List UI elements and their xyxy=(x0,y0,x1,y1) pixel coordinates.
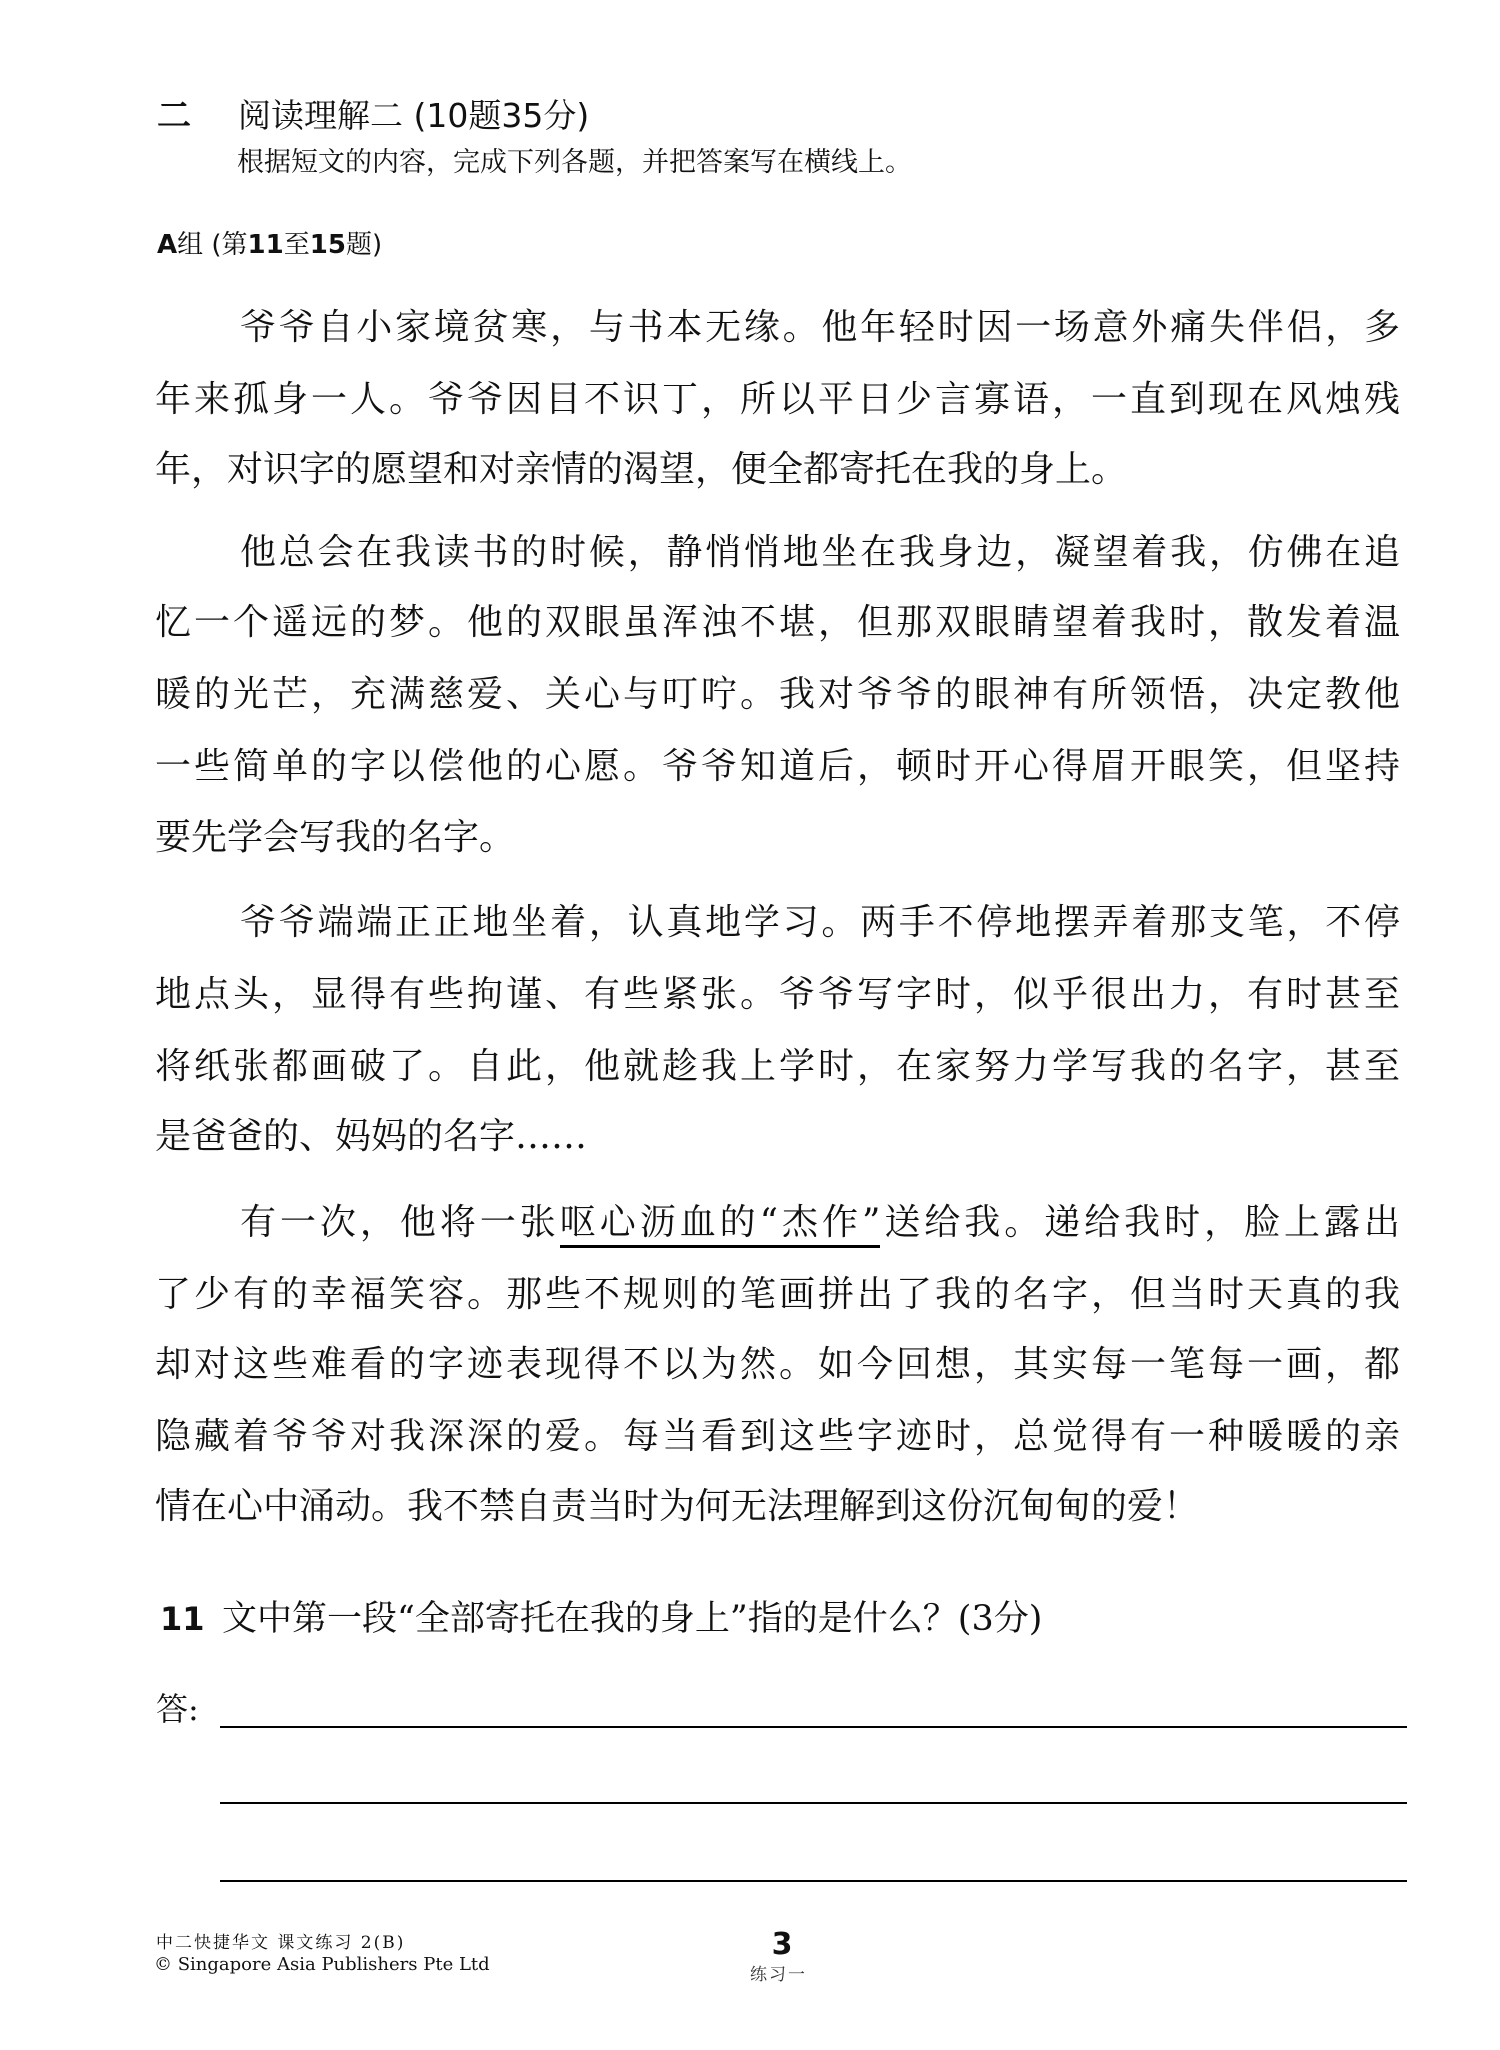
passage-line: 爷爷自小家境贫寒，与书本无缘。他年轻时因一场意外痛失伴侣，多 xyxy=(240,307,1400,348)
group-suffix: 题) xyxy=(345,230,383,260)
underlined-phrase: 呕心沥血的“杰作” xyxy=(560,1202,881,1248)
text-after: 送给我。递给我时，脸上露出 xyxy=(880,1202,1400,1243)
group-to: 15 xyxy=(309,230,346,260)
passage-line: 将纸张都画破了。自此，他就趁我上学时，在家努力学写我的名字，甚至 xyxy=(155,1046,1400,1087)
passage-line: 情在心中涌动。我不禁自责当时为何无法理解到这份沉甸甸的爱！ xyxy=(155,1486,1200,1527)
passage-line: 他总会在我读书的时候，静悄悄地坐在我身边，凝望着我，仿佛在追 xyxy=(240,532,1400,573)
passage-line: 要先学会写我的名字。 xyxy=(155,817,516,858)
passage-line: 忆一个遥远的梦。他的双眼虽浑浊不堪，但那双眼睛望着我时，散发着温 xyxy=(155,602,1400,643)
footer-copyright: © Singapore Asia Publishers Pte Ltd xyxy=(154,1954,490,1975)
answer-label: 答: xyxy=(156,1690,199,1728)
answer-line-1[interactable] xyxy=(220,1726,1407,1728)
group-from: 11 xyxy=(247,230,284,260)
passage-line-with-underline xyxy=(240,1198,1400,1248)
passage-line: 了少有的幸福笑容。那些不规则的笔画拼出了我的名字，但当时天真的我 xyxy=(155,1274,1400,1315)
text-before: 有一次，他将一张 xyxy=(240,1202,560,1243)
section-number: 二 xyxy=(157,96,191,136)
section-title: 阅读理解二 (10题35分) xyxy=(238,96,590,135)
passage-line: 暖的光芒，充满慈爱、关心与叮咛。我对爷爷的眼神有所领悟，决定教他 xyxy=(155,674,1400,715)
passage-line: 隐藏着爷爷对我深深的爱。每当看到这些字迹时，总觉得有一种暖暖的亲 xyxy=(155,1416,1400,1457)
passage-line: 是爸爸的、妈妈的名字…… xyxy=(155,1116,588,1157)
passage-line: 却对这些难看的字迹表现得不以为然。如今回想，其实每一笔每一画，都 xyxy=(155,1344,1400,1385)
passage-line: 年，对识字的愿望和对亲情的渴望，便全都寄托在我的身上。 xyxy=(155,449,1128,490)
group-text: 组 (第 xyxy=(177,230,248,260)
passage-line: 一些简单的字以偿他的心愿。爷爷知道后，顿时开心得眉开眼笑，但坚持 xyxy=(155,746,1400,787)
passage-line: 年来孤身一人。爷爷因目不识丁，所以平日少言寡语，一直到现在风烛残 xyxy=(155,379,1400,420)
passage-line: 爷爷端端正正地坐着，认真地学习。两手不停地摆弄着那支笔，不停 xyxy=(240,902,1400,943)
group-to-word: 至 xyxy=(283,230,310,260)
page-number: 3 xyxy=(771,1927,793,1962)
group-letter: A xyxy=(157,230,178,260)
page-section: 练习一 xyxy=(750,1965,807,1985)
question-number: 11 xyxy=(160,1600,205,1638)
section-instruction: 根据短文的内容，完成下列各题，并把答案写在横线上。 xyxy=(237,147,912,178)
group-label xyxy=(157,228,382,262)
passage-line: 地点头，显得有些拘谨、有些紧张。爷爷写字时，似乎很出力，有时甚至 xyxy=(155,974,1400,1015)
answer-line-3[interactable] xyxy=(220,1880,1407,1882)
question-text: 文中第一段“全部寄托在我的身上”指的是什么？(3分) xyxy=(222,1599,1043,1639)
answer-line-2[interactable] xyxy=(220,1802,1407,1804)
footer-book-title: 中二快捷华文 课文练习 2(B) xyxy=(156,1933,406,1953)
